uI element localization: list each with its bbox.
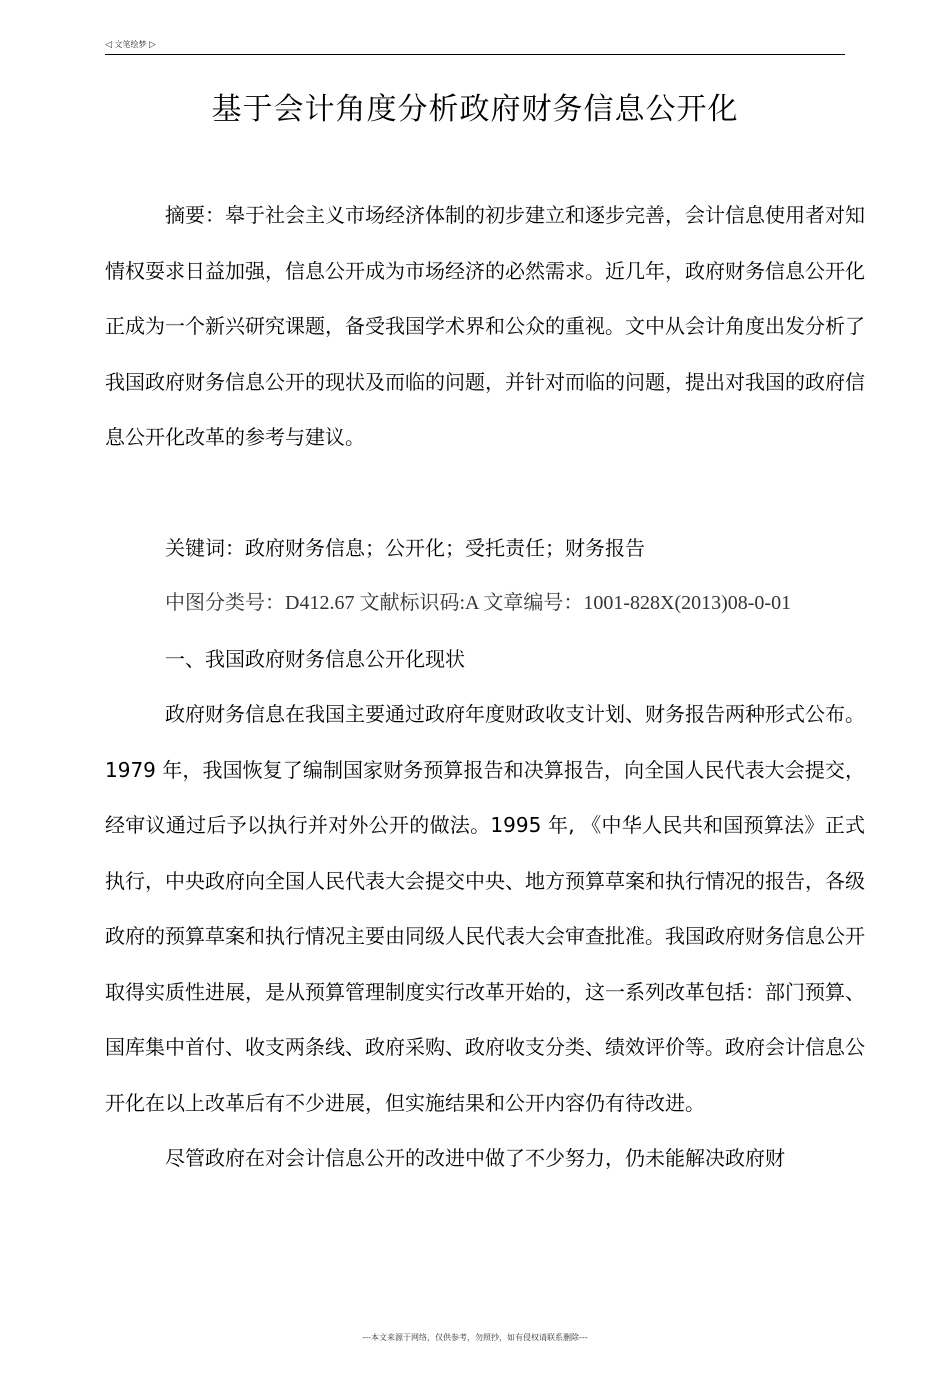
header-label: 文笔绘梦	[114, 40, 147, 49]
body-paragraph: 尽管政府在对会计信息公开的改进中做了不少努力，仍未能解决政府财	[165, 1146, 785, 1170]
body-paragraph: 政府财务信息在我国主要通过政府年度财政收支计划、财务报告两种形式公布。1979 年，我国恢复了编制国家财务预算报告和决算报告，向全国人民代表大会提交，经审议通过后予以执行并对外公开的做法。1995 年, 《中华人民共和国预算法》正式执行，中央政府向全国人民代表大会提交中央、地方预算草案和执行情况的报告，各级政府的预算草案和执行情况主要由同级人民代表大会审查批准。我国政府财务信息公开取得实质性进展，是从预算管理制度实行改革开始的，这一系列改革包括：部门预算、国库集中首付、收支两条线、政府采购、政府收支分类、绩效评价等。政府会计信息公开化在以上改革后有不少进展，但实施结果和公开内容仍有待改进。	[105, 702, 865, 1115]
page-footer: ---本文来源于网络，仅供参考，勿照抄，如有侵权请联系删除---	[362, 1333, 588, 1342]
classification-line: 中图分类号：D412.67 文献标识码:A 文章编号：1001-828X(2013)08-0-01	[165, 592, 792, 614]
document-body	[105, 188, 865, 1187]
abstract-paragraph: 摘要：皋于社会主义市场经济体制的初步建立和逐步完善，会计信息使用者对知情权耍求日益加强，信息公开成为市场经济的必然需求。近几年，政府财务信息公开化正成为一个新兴研究课题，备受我国学术界和公众的重视。文中从会计角度出发分析了我国政府财务信息公开的现状及而临的问题，并针对而临的问题，提出对我国的政府信息公开化改革的参考与建议。	[105, 203, 865, 449]
page-header	[105, 38, 845, 55]
document-title: 基于会计角度分析政府财务信息公开化	[211, 92, 739, 127]
keywords-line: 关键词：政府财务信息；公开化；受托责任；财务报告	[165, 535, 645, 560]
spacer	[105, 466, 865, 521]
left-triangle-icon: ◁	[105, 40, 112, 50]
section-heading: 一、我国政府财务信息公开化现状	[165, 646, 465, 671]
right-triangle-icon: ▷	[149, 40, 156, 50]
